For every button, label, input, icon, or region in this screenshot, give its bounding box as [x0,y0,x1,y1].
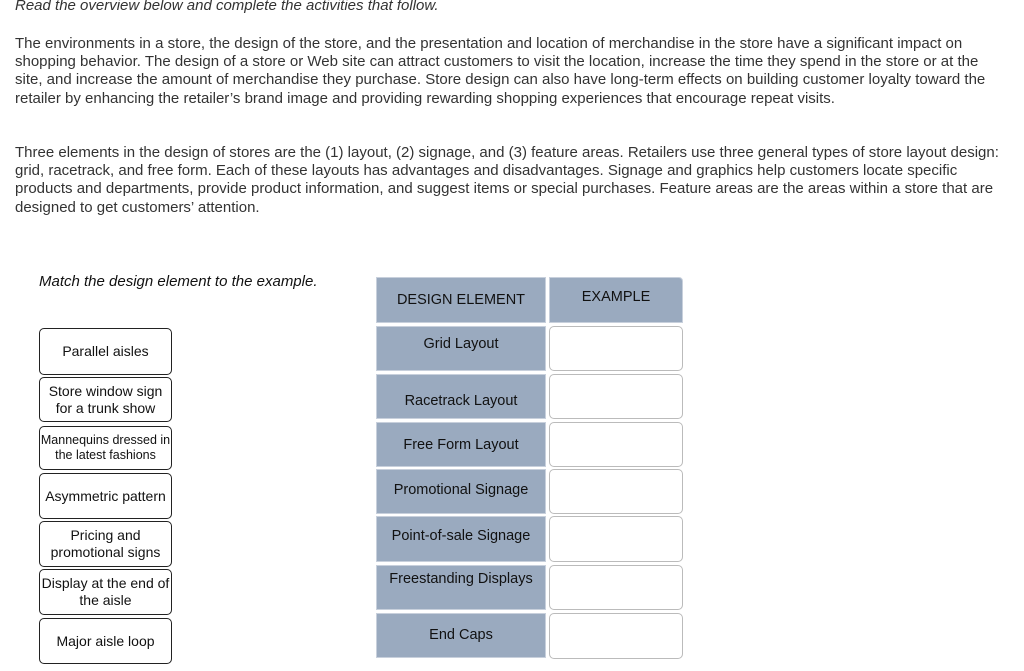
answer-card-store-window-sign[interactable]: Store window sign for a trunk show [39,377,172,422]
answer-card-parallel-aisles[interactable]: Parallel aisles [39,328,172,375]
element-racetrack-layout: Racetrack Layout [376,374,546,419]
answer-card-major-aisle-loop[interactable]: Major aisle loop [39,618,172,664]
drop-zone-free-form-layout[interactable] [549,422,683,467]
overview-paragraph-1: The environments in a store, the design of the store, and the presentation and location of merchandise in the store have a significant impact on shopping behavior. The design of a store or Web site can attract customers to visit the location, increase the time they spend in the store or at the site, and increase the amount of merchandise they purchase. Store design can also have long-term effects on building customer loyalty toward the retailer by enhancing the retailer’s brand image and providing rewarding shopping experiences that encourage repeat visits. [15,35,986,107]
element-grid-layout: Grid Layout [376,326,546,371]
element-point-of-sale-signage: Point-of-sale Signage [376,516,546,562]
header-design-element: DESIGN ELEMENT [376,277,546,323]
element-free-form-layout: Free Form Layout [376,422,546,467]
instructions: Read the overview below and complete the activities that follow. [15,0,439,14]
drop-zone-promotional-signage[interactable] [549,469,683,514]
answer-card-pricing-signs[interactable]: Pricing and promotional signs [39,521,172,567]
element-promotional-signage: Promotional Signage [376,469,546,514]
element-end-caps: End Caps [376,613,546,658]
drop-zone-point-of-sale-signage[interactable] [549,516,683,562]
answer-card-asymmetric-pattern[interactable]: Asymmetric pattern [39,473,172,519]
header-example: EXAMPLE [549,277,683,323]
answer-card-mannequins[interactable]: Mannequins dressed in the latest fashions [39,426,172,470]
drop-zone-racetrack-layout[interactable] [549,374,683,419]
drop-zone-end-caps[interactable] [549,613,683,659]
drop-zone-grid-layout[interactable] [549,326,683,371]
activity-prompt: Match the design element to the example. [39,273,318,290]
drop-zone-freestanding-displays[interactable] [549,565,683,610]
element-freestanding-displays: Freestanding Displays [376,565,546,610]
answer-card-end-display[interactable]: Display at the end of the aisle [39,569,172,615]
overview-paragraph-2: Three elements in the design of stores are the (1) layout, (2) signage, and (3) feature areas. Retailers use three general types of store layout design: grid, racetrack, and free form. Each of these layouts has advantages and disadvantages. Signage and graphics help customers locate specific products and departments, provide product information, and suggest items or special purchases. Feature areas are the areas within a store that are designed to get customers’ attention. [15,144,999,216]
